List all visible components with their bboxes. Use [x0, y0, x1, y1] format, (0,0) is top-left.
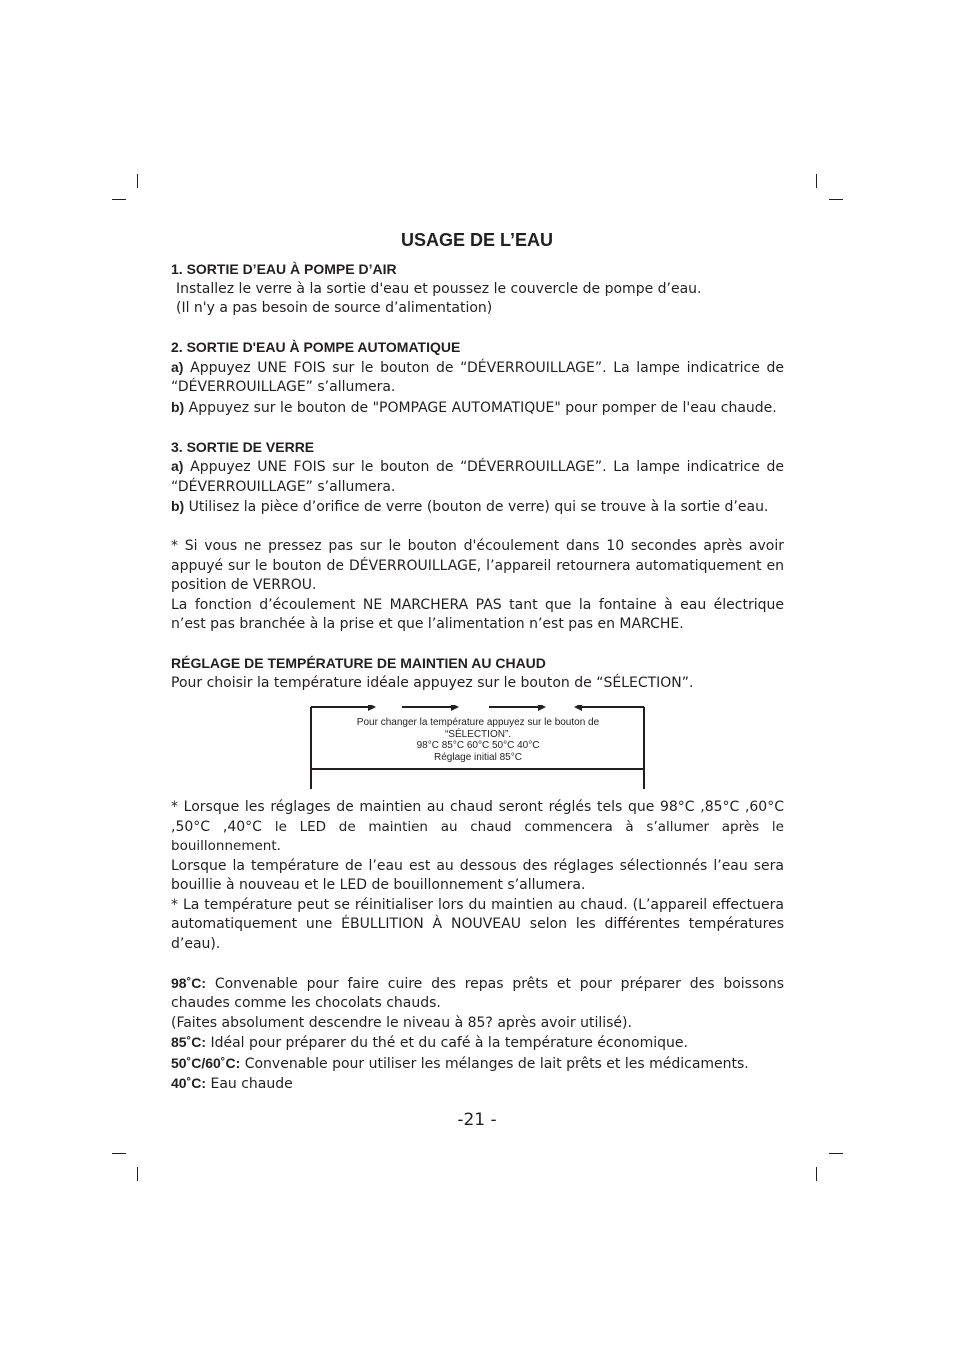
- note: * Si vous ne pressez pas sur le bouton d'écoulement dans 10 secondes après avoir appuyé sur le bouton de DÉVERROUILLAGE, l’appareil retournera automatiquement en position de VERROU.: [171, 538, 784, 593]
- selection-cycle-diagram: [310, 705, 646, 789]
- item-label: a): [171, 458, 184, 474]
- diagram-line: 98°C 85°C 60°C 50°C 40°C: [416, 740, 540, 751]
- item-text: Utilisez la pièce d’orifice de verre (bouton de verre) qui se trouve à la sortie d’eau.: [188, 499, 769, 515]
- crop-mark: [112, 1153, 126, 1154]
- temperature-item: [171, 1054, 784, 1075]
- diagram-caption: [328, 717, 628, 763]
- temperature-text: Convenable pour utiliser les mélanges de lait prêts et les médicaments.: [244, 1055, 749, 1072]
- crop-mark: [816, 174, 817, 188]
- item-text: Appuyez sur le bouton de "POMPAGE AUTOMATIQUE" pour pomper de l'eau chaude.: [188, 399, 777, 416]
- paragraph: Installez le verre à la sortie d'eau et poussez le couvercle de pompe d’eau.: [176, 280, 702, 297]
- temperature-label: 85˚C:: [171, 1034, 207, 1050]
- temperature-text: Convenable pour faire cuire des repas prêts et pour préparer des boissons chaudes comme les chocolats chauds.: [171, 975, 784, 1011]
- page-number: -21 -: [457, 1110, 497, 1130]
- section-heading: RÉGLAGE DE TEMPÉRATURE DE MAINTIEN AU CHAUD: [171, 655, 546, 671]
- temperature-label: 98˚C:: [171, 974, 207, 991]
- paragraph: (Il n'y a pas besoin de source d’alimentation): [176, 300, 493, 316]
- paragraph: [171, 358, 784, 398]
- temperature-text: Eau chaude: [210, 1076, 293, 1092]
- temperature-item: [171, 1033, 784, 1054]
- temperature-label: 40˚C:: [171, 1075, 207, 1091]
- note: La fonction d’écoulement NE MARCHERA PAS tant que la fontaine à eau électrique n’est pas branchée à la prise et que l’alimentation n’est pas en MARCHE.: [171, 596, 784, 632]
- page-title: USAGE DE L’EAU: [400, 230, 554, 250]
- section-heading: 1. SORTIE D’EAU À POMPE D’AIR: [171, 261, 397, 277]
- page-content: [171, 260, 784, 1095]
- paragraph: [171, 398, 784, 419]
- item-label: a): [171, 358, 184, 375]
- note-text: le LED de maintien au chaud commencera à s’allumer après le bouillonnement.: [171, 818, 784, 854]
- diagram-line: “SÉLECTION”.: [444, 728, 512, 740]
- section-heading: 2. SORTIE D'EAU À POMPE AUTOMATIQUE: [171, 339, 461, 355]
- crop-mark: [112, 199, 126, 200]
- paragraph: Pour choisir la température idéale appuyez sur le bouton de “SÉLECTION”.: [171, 674, 694, 691]
- item-label: b): [171, 498, 185, 514]
- diagram-line: Pour changer la température appuyez sur le bouton de: [356, 717, 600, 728]
- paragraph: [171, 457, 784, 497]
- item-label: b): [171, 398, 185, 415]
- crop-mark: [137, 1167, 138, 1181]
- item-text: Appuyez UNE FOIS sur le bouton de “DÉVERROUILLAGE”. La lampe indicatrice de “DÉVERROUILLAGE” s’allumera.: [171, 359, 785, 395]
- temperature-item: [171, 974, 784, 1014]
- note: Lorsque la température de l’eau est au dessous des réglages sélectionnés l’eau sera bouillie à nouveau et le LED de bouillonnement s’allumera.: [171, 857, 784, 893]
- paragraph: [171, 497, 784, 518]
- temperature-text: Idéal pour préparer du thé et du café à la température économique.: [210, 1035, 688, 1051]
- note-text: * Lorsque les réglages de maintien au chaud seront réglés tels que 98°C ,85°C ,60°C ,50°C ,40°C: [171, 799, 784, 835]
- paragraph: (Faites absolument descendre le niveau à 85? après avoir utilisé).: [171, 1014, 632, 1031]
- temperature-item: [171, 1074, 784, 1095]
- note: * La température peut se réinitialiser lors du maintien au chaud. (L’appareil effectuera automatiquement une ÉBULLITION À NOUVEAU selon les différentes températures d’eau).: [171, 896, 784, 952]
- diagram-line: Réglage initial 85°C: [434, 751, 522, 763]
- crop-mark: [137, 174, 138, 188]
- crop-mark: [816, 1167, 817, 1181]
- note: [171, 798, 784, 857]
- item-text: Appuyez UNE FOIS sur le bouton de “DÉVERROUILLAGE”. La lampe indicatrice de “DÉVERROUILLAGE” s’allumera.: [171, 459, 785, 495]
- crop-mark: [829, 1153, 843, 1154]
- temperature-label: 50˚C/60˚C:: [171, 1054, 241, 1071]
- section-heading: 3. SORTIE DE VERRE: [171, 438, 315, 455]
- crop-mark: [829, 199, 843, 200]
